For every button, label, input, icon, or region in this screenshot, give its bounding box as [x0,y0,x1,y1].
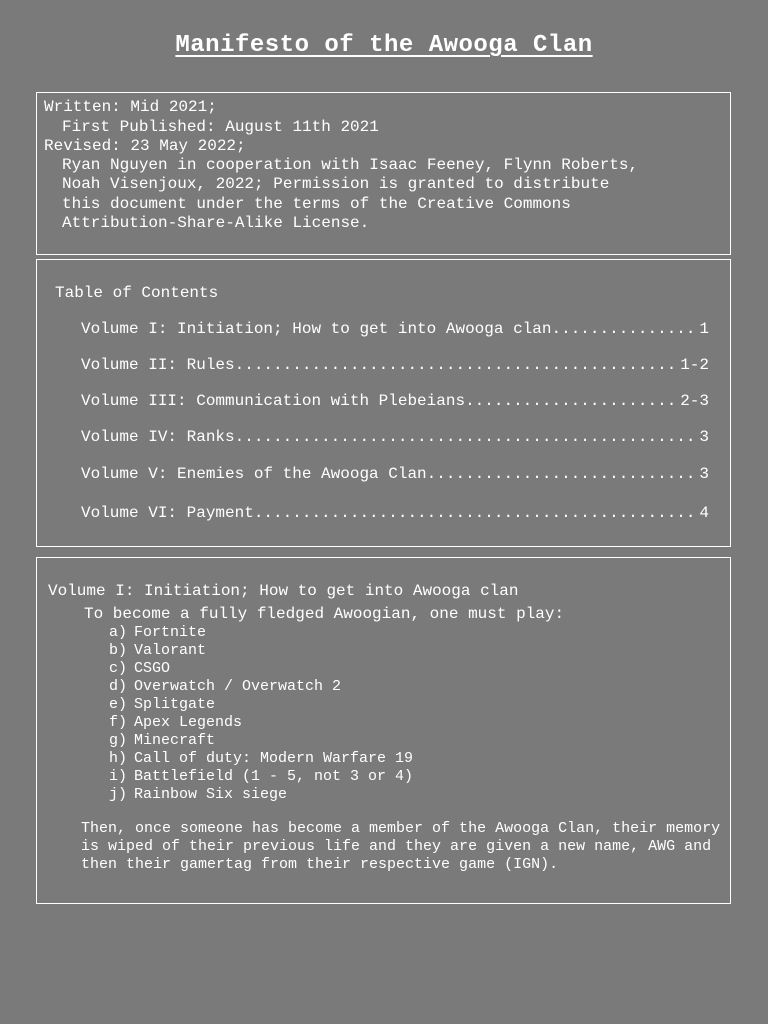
list-marker: i) [109,768,128,785]
toc-leader-dots [235,428,700,446]
list-marker: a) [109,624,128,641]
list-item [109,786,413,804]
toc-entry[interactable] [81,465,709,483]
game-name: Battlefield (1 - 5, not 3 or 4) [134,768,414,785]
list-item [109,732,413,750]
toc-entry-label: Volume III: Communication with Plebeians [81,392,466,410]
game-name: Minecraft [134,732,216,749]
credits-line: Attribution-Share-Alike License. [62,214,370,232]
toc-leader-dots [551,320,699,338]
volume-1-section [36,557,731,904]
toc-entry-page: 3 [699,465,709,483]
list-item [109,624,413,642]
volume-1-paragraph: Then, once someone has become a member of the Awooga Clan, their memory is wiped of their previous life and they are given a new name, AWG and then their gamertag from their respective game (IGN). [81,820,721,873]
toc-entry[interactable] [81,392,709,410]
toc-entry-label: Volume I: Initiation; How to get into Awooga clan [81,320,552,338]
toc-leader-dots [254,504,700,522]
toc-leader-dots [465,392,680,410]
toc-entry-page: 3 [699,428,709,446]
list-item [109,660,413,678]
credits-line: Noah Visenjoux, 2022; Permission is granted to distribute [62,175,610,193]
toc-entry-page: 1 [699,320,709,338]
toc-entry[interactable] [81,320,709,338]
toc-entry-page: 2-3 [680,392,709,410]
game-name: CSGO [134,660,171,677]
toc-leader-dots [235,356,681,374]
list-item [109,678,413,696]
list-item [109,750,413,768]
volume-1-intro: To become a fully fledged Awoogian, one must play: [84,605,565,623]
list-item [109,696,413,714]
list-marker: g) [109,732,128,749]
volume-1-heading: Volume I: Initiation; How to get into Awooga clan [48,582,519,600]
game-name: Overwatch / Overwatch 2 [134,678,342,695]
game-name: Splitgate [134,696,216,713]
toc-entry-page: 4 [699,504,709,522]
game-list [109,624,413,804]
table-of-contents [36,259,731,547]
toc-heading: Table of Contents [55,284,219,302]
toc-entry[interactable] [81,504,709,522]
toc-entry-page: 1-2 [680,356,709,374]
game-name: Fortnite [134,624,207,641]
list-marker: d) [109,678,128,695]
toc-entry-label: Volume V: Enemies of the Awooga Clan [81,465,427,483]
list-item [109,714,413,732]
written-date: Written: Mid 2021; [44,98,217,116]
game-name: Apex Legends [134,714,243,731]
list-marker: b) [109,642,128,659]
list-marker: c) [109,660,128,677]
published-date: First Published: August 11th 2021 [62,118,379,136]
list-item [109,642,413,660]
toc-leader-dots [427,465,700,483]
list-marker: f) [109,714,128,731]
list-item [109,768,413,786]
list-marker: e) [109,696,128,713]
document-title: Manifesto of the Awooga Clan [175,32,593,59]
credits-line: this document under the terms of the Creative Commons [62,195,571,213]
revised-date: Revised: 23 May 2022; [44,137,246,155]
toc-entry[interactable] [81,428,709,446]
list-marker: j) [109,786,128,803]
list-marker: h) [109,750,128,767]
game-name: Rainbow Six siege [134,786,288,803]
game-name: Call of duty: Modern Warfare 19 [134,750,414,767]
toc-entry-label: Volume II: Rules [81,356,235,374]
metadata-box [36,92,731,255]
toc-entry-label: Volume IV: Ranks [81,428,235,446]
credits-line: Ryan Nguyen in cooperation with Isaac Feeney, Flynn Roberts, [62,156,639,174]
game-name: Valorant [134,642,207,659]
toc-entry[interactable] [81,356,709,374]
toc-entry-label: Volume VI: Payment [81,504,254,522]
